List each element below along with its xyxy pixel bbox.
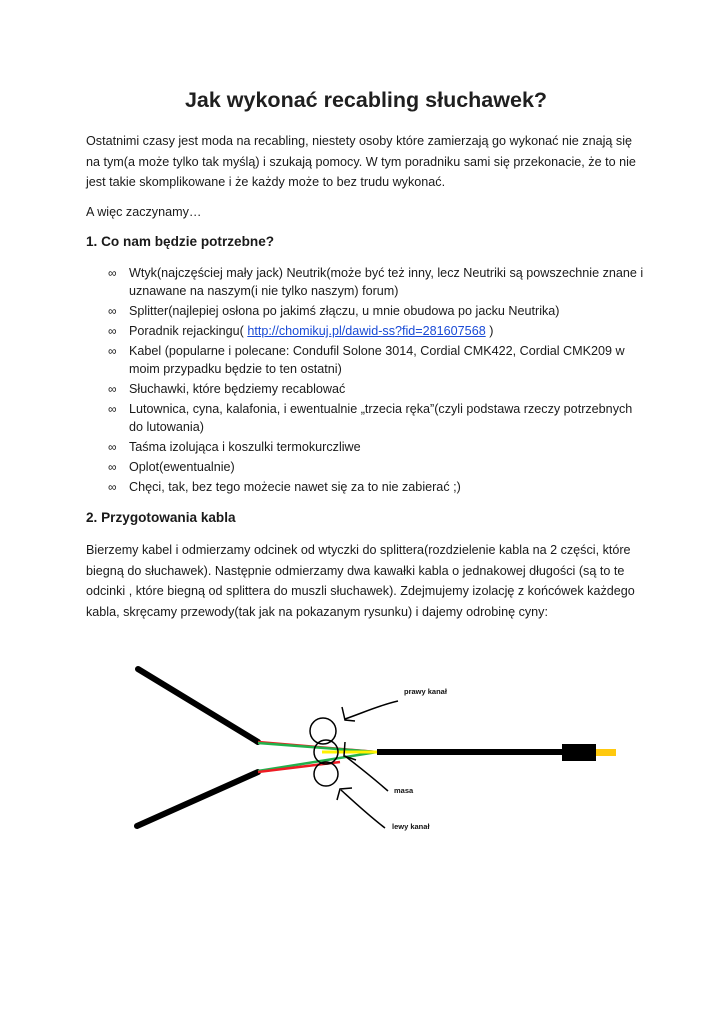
infinity-bullet-icon: ∞ [108, 324, 117, 338]
infinity-bullet-icon: ∞ [108, 344, 117, 358]
top-earcup-cable [138, 669, 258, 742]
list-item: ∞ Wtyk(najczęściej mały jack) Neutrik(może być też inny, lecz Neutriki są powszechnie znane i uznawane na naszym(i nie tylko naszym) forum) [108, 266, 644, 298]
rejacking-guide-link[interactable]: http://chomikuj.pl/dawid-ss?fid=281607568 [247, 324, 486, 338]
section-1-heading: 1. Co nam będzie potrzebne? [86, 234, 275, 249]
intro-paragraph: Ostatnimi czasy jest moda na recabling, niestety osoby które zamierzają go wykonać nie znają się na tym(a może tylko tak myślą) i szukają pomocy. W tym poradniku sami się przekonacie, że to nie jest takie skomplikowane i że każdy może to bez trudu wykonać. [86, 134, 636, 189]
infinity-bullet-icon: ∞ [108, 382, 117, 396]
list-item: ∞ Splitter(najlepiej osłona po jakimś złączu, u mnie obudowa po jacku Neutrika) [108, 304, 560, 318]
label-right-channel: prawy kanał [404, 687, 447, 696]
infinity-bullet-icon: ∞ [108, 402, 117, 416]
arrow-right-channel [345, 701, 398, 719]
page-title: Jak wykonać recabling słuchawek? [184, 88, 548, 112]
infinity-bullet-icon: ∞ [108, 304, 117, 318]
infinity-bullet-icon: ∞ [108, 480, 117, 494]
start-paragraph: A więc zaczynamy… [86, 205, 202, 219]
infinity-bullet-icon: ∞ [108, 440, 117, 454]
infinity-bullet-icon: ∞ [108, 460, 117, 474]
list-item: ∞ Taśma izolująca i koszulki termokurczliwe [108, 440, 361, 454]
solder-joint-circle-bottom [314, 762, 338, 786]
jack-plug-tip [596, 749, 616, 756]
list-item: ∞ Oplot(ewentualnie) [108, 460, 235, 474]
list-item: ∞ Kabel (popularne i polecane: Condufil Solone 3014, Cordial CMK422, Cordial CMK209 w moim przypadku będzie to ten ostatni) [108, 344, 625, 376]
arrow-ground [345, 756, 388, 791]
section-2-paragraph: Bierzemy kabel i odmierzamy odcinek od wtyczki do splittera(rozdzielenie kabla na 2 części, które biegną do słuchawek). Następnie odmierzamy dwa kawałki kabla o jednakowej długości (są to te odcinki , które biegną od splittera do muszli słuchawek). Zdejmujemy izolację z końcówek każdego kabla, skręcamy przewody(tak jak na pokazanym rysunku) i dajemy odrobinę cyny: [86, 543, 635, 619]
list-item: ∞ Poradnik rejackingu( http://chomikuj.pl/dawid-ss?fid=281607568 ) [108, 324, 494, 338]
list-item: ∞ Chęci, tak, bez tego możecie nawet się za to nie zabierać ;) [108, 480, 461, 494]
label-ground: masa [394, 786, 414, 795]
jack-plug-body [562, 744, 596, 761]
list-item: ∞ Słuchawki, które będziemy recablować [108, 382, 346, 396]
arrow-left-channel [341, 790, 385, 828]
bottom-earcup-cable [137, 772, 258, 826]
list-item: ∞ Lutownica, cyna, kalafonia, i ewentualnie „trzecia ręka”(czyli podstawa rzeczy potrzebnych do lutowania) [108, 402, 633, 434]
arrow-right-channel-head [342, 707, 355, 721]
infinity-bullet-icon: ∞ [108, 266, 117, 280]
section-2-heading: 2. Przygotowania kabla [86, 510, 236, 525]
label-left-channel: lewy kanał [392, 822, 430, 831]
